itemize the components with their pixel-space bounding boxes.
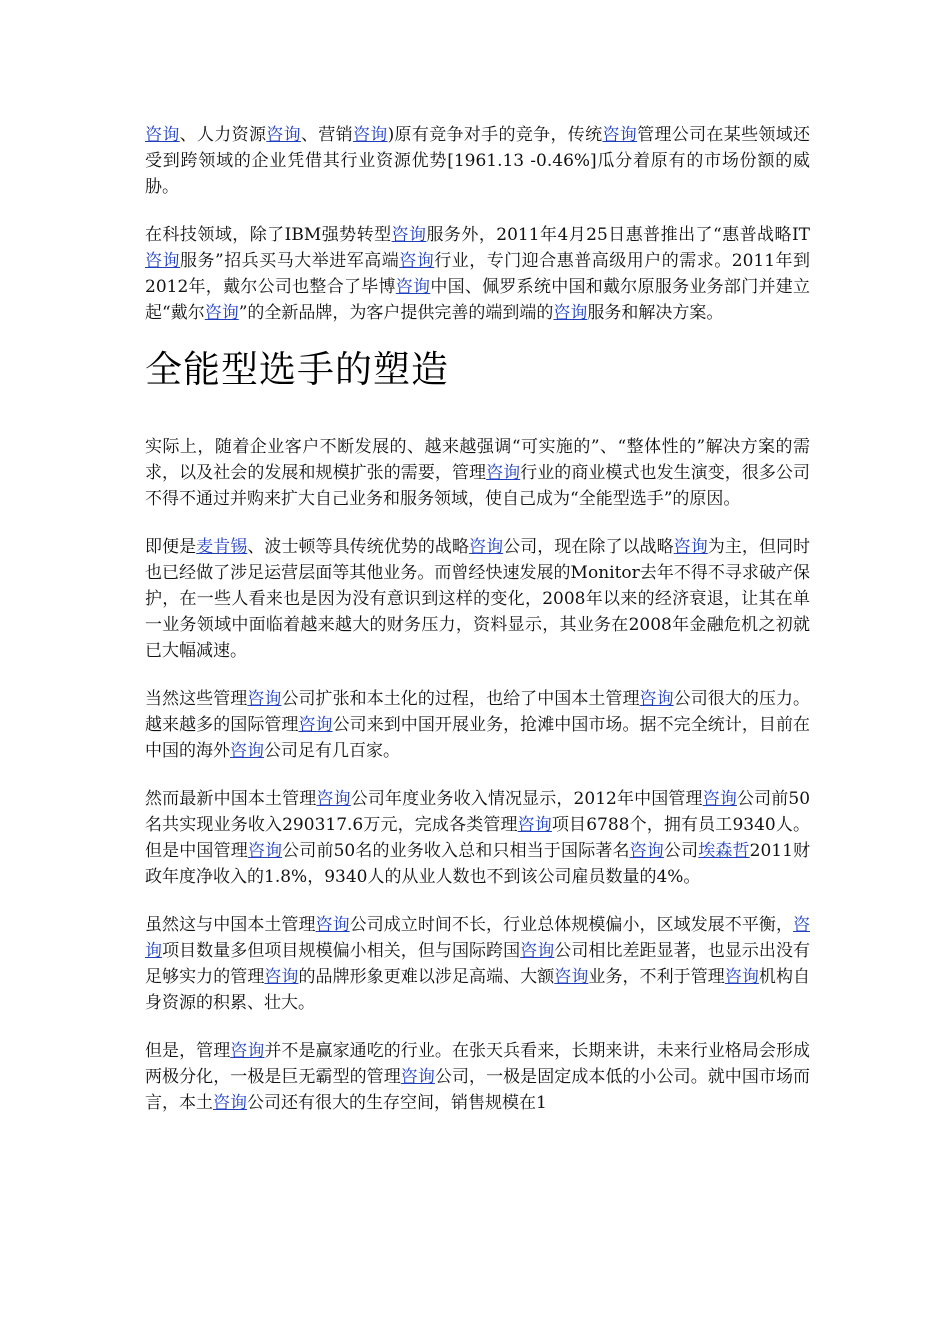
link-consulting[interactable]: 咨询 bbox=[213, 1093, 247, 1113]
paragraph-p2 bbox=[145, 222, 810, 326]
document-page bbox=[145, 122, 810, 1138]
text-run: 为主，但同时也已经做了涉足运营层面等其他业务。而曾经快速发展的Monitor去年不得不寻求破产保护，在一些人看来也是因为没有意识到这样的变化，2008年以来的经济衰退，让其在单一业务领域中面临着越来越大的财务压力，资料显示，其业务在2008年金融危机之初就已大幅减速。 bbox=[145, 537, 811, 661]
text-run: 、人力资源 bbox=[179, 125, 267, 145]
link-consulting[interactable]: 咨询 bbox=[315, 915, 350, 935]
text-run: 并不是赢家通吃的行业。在张天兵看来，长期来讲，未来行业格局会形成两极分化，一极是巨无霸型的管理 bbox=[145, 1041, 811, 1087]
link-consulting[interactable]: 咨询 bbox=[724, 967, 759, 987]
text-run: 、营销 bbox=[300, 125, 353, 145]
text-run: 虽然这与中国本土管理 bbox=[145, 915, 316, 935]
text-run: 公司来到中国开展业务，抢滩中国市场。据不完全统计，目前在中国的海外 bbox=[145, 715, 811, 761]
link-consulting[interactable]: 咨询 bbox=[145, 251, 181, 271]
text-run: 业务，不利于管理 bbox=[588, 967, 725, 987]
link-consulting[interactable]: 咨询 bbox=[702, 789, 737, 809]
paragraph-p1 bbox=[145, 122, 810, 200]
link-consulting[interactable]: 咨询 bbox=[486, 463, 521, 483]
link-consulting[interactable]: 咨询 bbox=[247, 841, 283, 861]
link-consulting[interactable]: 咨询 bbox=[520, 941, 555, 961]
text-run: 然而最新中国本土管理 bbox=[145, 789, 317, 809]
link-consulting[interactable]: 咨询 bbox=[204, 303, 239, 323]
link-consulting[interactable]: 咨询 bbox=[399, 251, 435, 271]
link-consulting[interactable]: 咨询 bbox=[266, 125, 301, 145]
link-consulting[interactable]: 咨询 bbox=[395, 277, 431, 297]
text-run: 即便是 bbox=[145, 537, 197, 557]
text-run: 公司扩张和本土化的过程，也给了中国本土管理 bbox=[281, 689, 640, 709]
paragraph-p3 bbox=[145, 434, 810, 512]
link-consulting[interactable]: 咨询 bbox=[517, 815, 552, 835]
text-run: 公司 bbox=[663, 841, 699, 861]
text-run: 公司前50名的业务收入总和只相当于国际著名 bbox=[282, 841, 630, 861]
paragraph-p8 bbox=[145, 1038, 810, 1116]
link-accenture[interactable]: 埃森哲 bbox=[698, 841, 750, 861]
text-run: )原有竞争对手的竞争，传统 bbox=[387, 125, 603, 145]
text-run: 行业的商业模式也发生演变，很多公司不得不通过并购来扩大自己业务和服务领域，使自己成为“全能型选手”的原因。 bbox=[145, 463, 811, 509]
link-consulting[interactable]: 咨询 bbox=[639, 689, 674, 709]
link-consulting[interactable]: 咨询 bbox=[264, 967, 299, 987]
text-run: 公司前50名共实现业务收入290317.6万元，完成各类管理 bbox=[145, 789, 811, 835]
text-run: 服务外，2011年4月25日惠普推出了“惠普战略IT bbox=[426, 225, 810, 245]
text-run: 机构自身资源的积累、壮大。 bbox=[145, 967, 811, 1013]
text-run: 的品牌形象更难以涉足高端、大额 bbox=[298, 967, 555, 987]
paragraph-p4 bbox=[145, 534, 810, 664]
paragraph-p5 bbox=[145, 686, 810, 764]
text-run: 公司成立时间不长，行业总体规模偏小，区域发展不平衡， bbox=[349, 915, 794, 935]
link-consulting[interactable]: 咨询 bbox=[554, 967, 589, 987]
link-consulting[interactable]: 咨询 bbox=[629, 841, 664, 861]
text-run: 项目6788个，拥有员工9340人。但是中国管理 bbox=[145, 815, 810, 861]
text-run: 中国、佩罗系统中国和戴尔原服务业务部门并建立起“戴尔 bbox=[145, 277, 811, 323]
intro-section bbox=[145, 122, 810, 326]
body-section bbox=[145, 434, 810, 1116]
link-consulting[interactable]: 咨询 bbox=[145, 125, 180, 145]
link-consulting[interactable]: 咨询 bbox=[602, 125, 638, 145]
paragraph-p6 bbox=[145, 786, 810, 890]
text-run: 公司相比差距显著，也显示出没有足够实力的管理 bbox=[145, 941, 811, 987]
text-run: 公司，现在除了以战略 bbox=[503, 537, 674, 557]
link-consulting[interactable]: 咨询 bbox=[400, 1067, 435, 1087]
link-consulting[interactable]: 咨询 bbox=[352, 125, 388, 145]
text-run: 但是，管理 bbox=[145, 1041, 231, 1061]
text-run: 公司很大的压力。越来越多的国际管理 bbox=[145, 689, 811, 735]
text-run: 管理公司在某些领域还受到跨领域的企业凭借其行业资源优势[1961.13 -0.46%]瓜分着原有的市场份额的威胁。 bbox=[145, 125, 811, 197]
text-run: 行业，专门迎合惠普高级用户的需求。2011年到2012年，戴尔公司也整合了毕博 bbox=[145, 251, 811, 297]
text-run: 在科技领域，除了IBM强势转型 bbox=[145, 225, 392, 245]
paragraph-p7 bbox=[145, 912, 810, 1016]
text-run: 项目数量多但项目规模偏小相关，但与国际跨国 bbox=[162, 941, 521, 961]
link-consulting[interactable]: 咨询 bbox=[230, 1041, 265, 1061]
link-consulting[interactable]: 咨询 bbox=[145, 915, 811, 961]
link-consulting[interactable]: 咨询 bbox=[298, 715, 333, 735]
text-run: ”的全新品牌，为客户提供完善的端到端的 bbox=[238, 303, 554, 323]
text-run: 、波士顿等具传统优势的战略 bbox=[247, 537, 470, 557]
link-consulting[interactable]: 咨询 bbox=[247, 689, 282, 709]
link-consulting[interactable]: 咨询 bbox=[469, 537, 504, 557]
text-run: 当然这些管理 bbox=[145, 689, 248, 709]
link-consulting[interactable]: 咨询 bbox=[230, 741, 264, 761]
link-consulting[interactable]: 咨询 bbox=[316, 789, 351, 809]
text-run: 公司年度业务收入情况显示，2012年中国管理 bbox=[350, 789, 703, 809]
text-run: 实际上，随着企业客户不断发展的、越来越强调“可实施的”、“整体性的”解决方案的需求，以及社会的发展和规模扩张的需要，管理 bbox=[145, 437, 810, 483]
section-heading: 全能型选手的塑造 bbox=[145, 348, 449, 391]
text-run: 公司，一极是固定成本低的小公司。就中国市场而言，本土 bbox=[145, 1067, 811, 1113]
text-run: 公司还有很大的生存空间，销售规模在1 bbox=[247, 1093, 547, 1113]
link-mckinsey[interactable]: 麦肯锡 bbox=[196, 537, 248, 557]
text-run: 服务和解决方案。 bbox=[587, 303, 724, 323]
link-consulting[interactable]: 咨询 bbox=[391, 225, 427, 245]
text-run: 2011财政年度净收入的1.8%，9340人的从业人数也不到该公司雇员数量的4%。 bbox=[145, 841, 811, 887]
text-run: 公司足有几百家。 bbox=[264, 741, 400, 761]
text-run: 服务”招兵买马大举进军高端 bbox=[180, 251, 400, 271]
link-consulting[interactable]: 咨询 bbox=[553, 303, 588, 323]
link-consulting[interactable]: 咨询 bbox=[673, 537, 708, 557]
